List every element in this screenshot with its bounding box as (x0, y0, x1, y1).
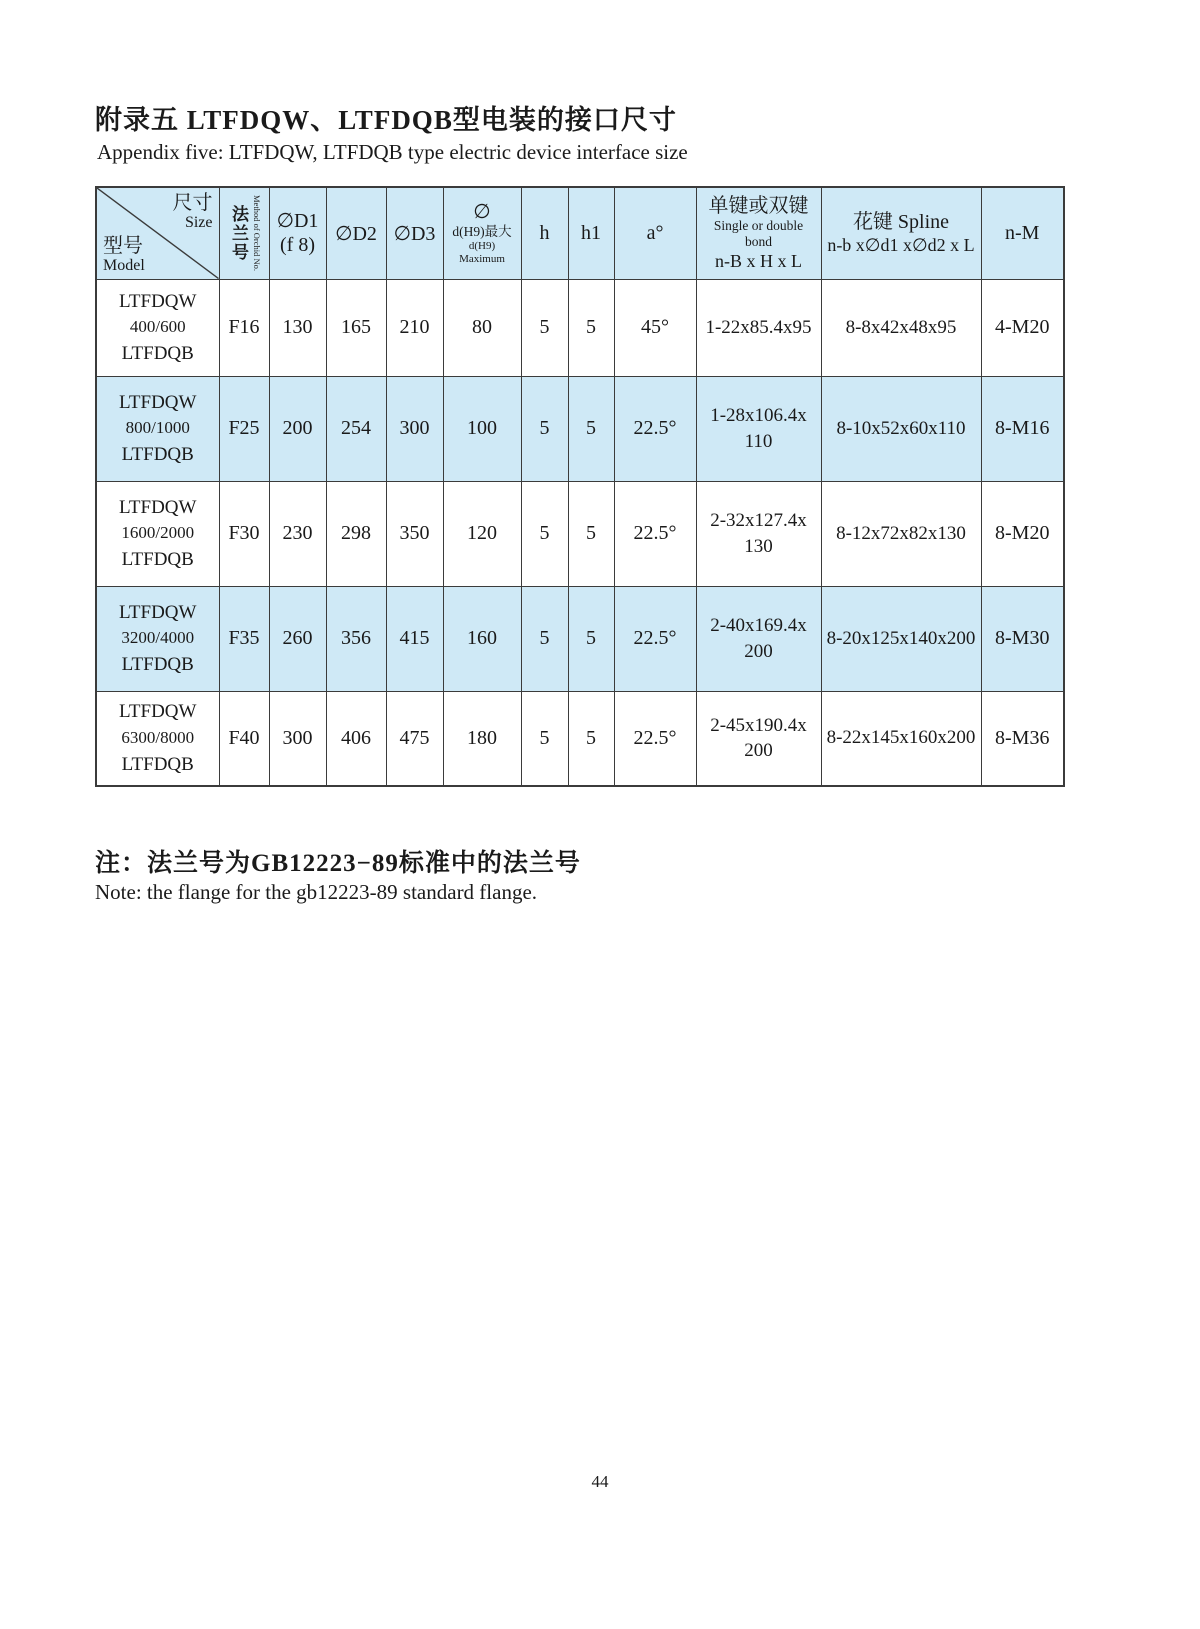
cell-d2: 356 (326, 586, 386, 691)
cell-d1: 200 (269, 376, 326, 481)
cell-angle: 22.5° (614, 481, 696, 586)
note-chinese: 注：法兰号为GB12223−89标准中的法兰号 (95, 850, 581, 877)
model-series: LTFDQW (119, 601, 197, 623)
header-spline-formula: n-b x∅d1 x∅d2 x L (827, 235, 975, 255)
model-series: LTFDQW (119, 391, 197, 413)
cell-h1: 5 (568, 279, 614, 376)
cell-nm: 8-M16 (981, 376, 1064, 481)
table-header-row (96, 187, 1064, 279)
header-d1-tolerance: (f 8) (280, 234, 315, 257)
header-size-label (173, 192, 213, 232)
header-flange-en: Method of Orchid No. (252, 195, 262, 272)
header-single-double-bond (696, 187, 821, 279)
model-series: LTFDQW (119, 496, 197, 518)
cell-angle: 22.5° (614, 691, 696, 786)
page-title-chinese: 附录五 LTFDQW、LTFDQB型电装的接口尺寸 (95, 105, 677, 135)
header-nm: n-M (981, 187, 1064, 279)
cell-h1: 5 (568, 691, 614, 786)
model-series: LTFDQB (121, 342, 194, 364)
cell-angle: 22.5° (614, 586, 696, 691)
header-key-formula: n-B x H x L (715, 250, 802, 271)
header-angle: a° (614, 187, 696, 279)
model-series: LTFDQW (119, 290, 197, 312)
cell-dh9: 180 (443, 691, 521, 786)
model-series: LTFDQB (121, 653, 194, 675)
cell-flange: F25 (219, 376, 269, 481)
header-dh9-en: d(H9) Maximum (459, 239, 505, 265)
cell-spline: 8-8x42x48x95 (821, 279, 981, 376)
header-flange-no (219, 187, 269, 279)
cell-dh9: 80 (443, 279, 521, 376)
cell-model (96, 586, 219, 691)
cell-model (96, 481, 219, 586)
header-model-zh: 型号 (103, 234, 143, 257)
cell-h: 5 (521, 481, 568, 586)
cell-nm: 8-M36 (981, 691, 1064, 786)
table-row (96, 376, 1064, 481)
cell-spline: 8-22x145x160x200 (821, 691, 981, 786)
cell-h1: 5 (568, 586, 614, 691)
cell-d1: 230 (269, 481, 326, 586)
model-rating: 800/1000 (125, 418, 190, 438)
header-size-en: Size (184, 214, 213, 231)
header-spline-title: 花键 Spline (852, 211, 950, 233)
cell-d3: 210 (386, 279, 443, 376)
cell-h: 5 (521, 586, 568, 691)
header-h1: h1 (568, 187, 614, 279)
header-key-en: Single or double bond (713, 218, 804, 249)
cell-spline: 8-10x52x60x110 (821, 376, 981, 481)
interface-size-table (95, 186, 1065, 787)
cell-d2: 298 (326, 481, 386, 586)
cell-dh9: 160 (443, 586, 521, 691)
cell-d3: 300 (386, 376, 443, 481)
cell-h1: 5 (568, 376, 614, 481)
cell-key: 1-28x106.4x 110 (696, 376, 821, 481)
cell-d2: 406 (326, 691, 386, 786)
header-h: h (521, 187, 568, 279)
cell-nm: 8-M30 (981, 586, 1064, 691)
model-series: LTFDQB (121, 753, 194, 775)
cell-model (96, 279, 219, 376)
model-rating: 400/600 (129, 317, 186, 337)
cell-d2: 165 (326, 279, 386, 376)
cell-h: 5 (521, 279, 568, 376)
cell-angle: 22.5° (614, 376, 696, 481)
cell-angle: 45° (614, 279, 696, 376)
header-corner-cell (96, 187, 219, 279)
cell-d1: 260 (269, 586, 326, 691)
cell-d3: 415 (386, 586, 443, 691)
header-spline (821, 187, 981, 279)
cell-spline: 8-20x125x140x200 (821, 586, 981, 691)
cell-flange: F40 (219, 691, 269, 786)
cell-d2: 254 (326, 376, 386, 481)
header-flange-zh: 法兰号 (229, 204, 248, 262)
table-row (96, 586, 1064, 691)
cell-nm: 4-M20 (981, 279, 1064, 376)
cell-spline: 8-12x72x82x130 (821, 481, 981, 586)
cell-flange: F35 (219, 586, 269, 691)
cell-d3: 475 (386, 691, 443, 786)
header-size-zh: 尺寸 (172, 192, 213, 214)
model-rating: 6300/8000 (121, 727, 195, 747)
cell-d3: 350 (386, 481, 443, 586)
model-series: LTFDQW (119, 701, 197, 723)
cell-dh9: 100 (443, 376, 521, 481)
cell-model (96, 376, 219, 481)
cell-h: 5 (521, 376, 568, 481)
cell-d1: 130 (269, 279, 326, 376)
model-rating: 1600/2000 (121, 523, 195, 543)
page-number: 44 (591, 1472, 609, 1491)
cell-key: 2-45x190.4x 200 (696, 691, 821, 786)
table-row (96, 279, 1064, 376)
page-title-english: Appendix five: LTFDQW, LTFDQB type electric device interface size (97, 140, 688, 164)
cell-h: 5 (521, 691, 568, 786)
cell-dh9: 120 (443, 481, 521, 586)
cell-nm: 8-M20 (981, 481, 1064, 586)
table-row (96, 481, 1064, 586)
model-rating: 3200/4000 (121, 628, 195, 648)
cell-key: 2-40x169.4x 200 (696, 586, 821, 691)
cell-key: 1-22x85.4x95 (696, 279, 821, 376)
cell-flange: F16 (219, 279, 269, 376)
model-series: LTFDQB (121, 548, 194, 570)
header-dh9 (443, 187, 521, 279)
header-dh9-zh: d(H9)最大 (452, 224, 512, 240)
header-d3: ∅D3 (386, 187, 443, 279)
table-row (96, 691, 1064, 786)
cell-d1: 300 (269, 691, 326, 786)
header-d1 (269, 187, 326, 279)
header-model-label (103, 235, 145, 275)
model-series: LTFDQB (121, 443, 194, 465)
header-d1-symbol: ∅D1 (276, 210, 319, 233)
header-key-zh: 单键或双键 (708, 195, 809, 218)
cell-h1: 5 (568, 481, 614, 586)
header-d2: ∅D2 (326, 187, 386, 279)
header-model-en: Model (103, 256, 145, 274)
cell-key: 2-32x127.4x 130 (696, 481, 821, 586)
header-dh9-symbol: ∅ (473, 201, 491, 224)
note-english: Note: the flange for the gb12223-89 standard flange. (95, 880, 538, 904)
cell-model (96, 691, 219, 786)
cell-flange: F30 (219, 481, 269, 586)
